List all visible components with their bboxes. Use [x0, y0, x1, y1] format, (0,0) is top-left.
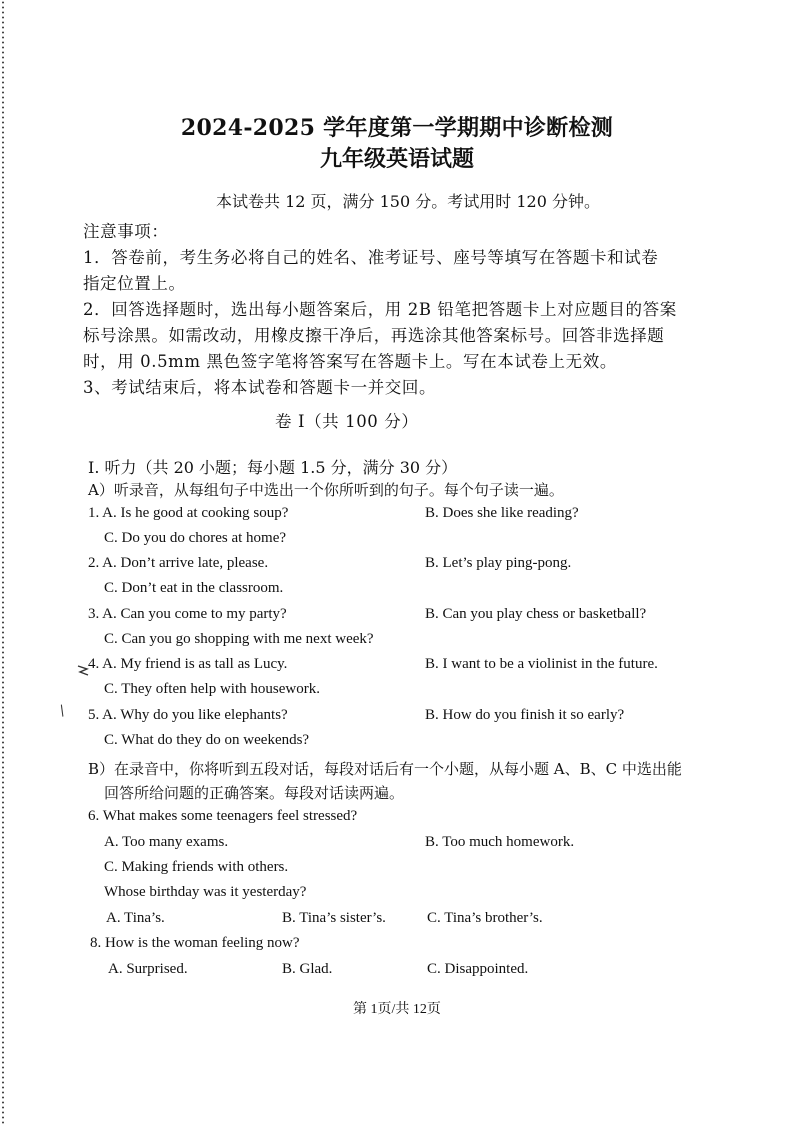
note-1-line-2: 指定位置上。: [83, 274, 186, 293]
notes-heading: 注意事项：: [83, 222, 169, 241]
note-1-line-1: 1．答卷前，考生务必将自己的姓名、准考证号、座号等填写在答题卡和试卷: [83, 248, 659, 267]
page-footer: 第 1页/共 12页: [353, 1002, 441, 1017]
q3-option-c: C. Can you go shopping with me next week?: [104, 631, 374, 647]
q4-option-c: C. They often help with housework.: [104, 681, 320, 697]
q6-option-c: C. Making friends with others.: [104, 859, 289, 875]
part-b-instruction-line-2: 回答所给问题的正确答案。每段对话读两遍。: [104, 784, 405, 802]
q6-option-b: B. Too much homework.: [425, 834, 575, 850]
q8-option-b: B. Glad.: [282, 961, 333, 977]
q1-option-c: C. Do you do chores at home?: [104, 530, 287, 546]
note-2-line-2: 标号涂黑。如需改动，用橡皮擦干净后，再选涂其他答案标号。回答非选择题: [83, 326, 665, 345]
exam-info: 本试卷共 12 页，满分 150 分。考试用时 120 分钟。: [216, 192, 600, 211]
q6-option-a: A. Too many exams.: [104, 834, 229, 850]
q3-option-a: 3. A. Can you come to my party?: [88, 606, 287, 622]
volume-title: 卷 I（共 100 分）: [275, 412, 419, 431]
q5-option-b: B. How do you finish it so early?: [425, 707, 625, 723]
q5-option-a: 5. A. Why do you like elephants?: [88, 707, 288, 723]
q7-option-c: C. Tina’s brother’s.: [427, 910, 543, 926]
q5-option-c: C. What do they do on weekends?: [104, 732, 310, 748]
q7-question: Whose birthday was it yesterday?: [104, 884, 307, 900]
exam-title: 2024-2025 学年度第一学期期中诊断检测: [180, 115, 614, 141]
q4-option-b: B. I want to be a violinist in the future.: [425, 656, 658, 672]
q7-option-b: B. Tina’s sister’s.: [282, 910, 386, 926]
q6-question: 6. What makes some teenagers feel stressed?: [88, 808, 358, 824]
section-1-heading: I. 听力（共 20 小题；每小题 1.5 分，满分 30 分）: [88, 458, 458, 477]
part-a-instruction: A）听录音，从每组句子中选出一个你所听到的句子。每个句子读一遍。: [88, 481, 564, 499]
note-3: 3、考试结束后，将本试卷和答题卡一并交回。: [83, 378, 437, 397]
q7-option-a: A. Tina’s.: [106, 910, 165, 926]
q8-option-c: C. Disappointed.: [427, 961, 529, 977]
note-2-line-1: 2．回答选择题时，选出每小题答案后，用 2B 铅笔把答题卡上对应题目的答案: [83, 300, 677, 319]
q1-option-b: B. Does she like reading?: [425, 505, 579, 521]
q2-option-a: 2. A. Don’t arrive late, please.: [88, 555, 269, 571]
q8-question: 8. How is the woman feeling now?: [90, 935, 300, 951]
note-2-line-3: 时，用 0.5mm 黑色签字笔将答案写在答题卡上。写在本试卷上无效。: [83, 352, 617, 371]
q4-option-a: 4. A. My friend is as tall as Lucy.: [88, 656, 288, 672]
q2-option-b: B. Let’s play ping-pong.: [425, 555, 572, 571]
q1-option-a: 1. A. Is he good at cooking soup?: [88, 505, 289, 521]
part-b-instruction-line-1: B）在录音中，你将听到五段对话，每段对话后有一个小题，从每小题 A、B、C 中选出能: [88, 760, 682, 778]
pen-stroke-mark-icon: /: [56, 702, 68, 720]
exam-subtitle: 九年级英语试题: [319, 146, 474, 172]
q3-option-b: B. Can you play chess or basketball?: [425, 606, 647, 622]
q2-option-c: C. Don’t eat in the classroom.: [104, 580, 284, 596]
q8-option-a: A. Surprised.: [108, 961, 188, 977]
